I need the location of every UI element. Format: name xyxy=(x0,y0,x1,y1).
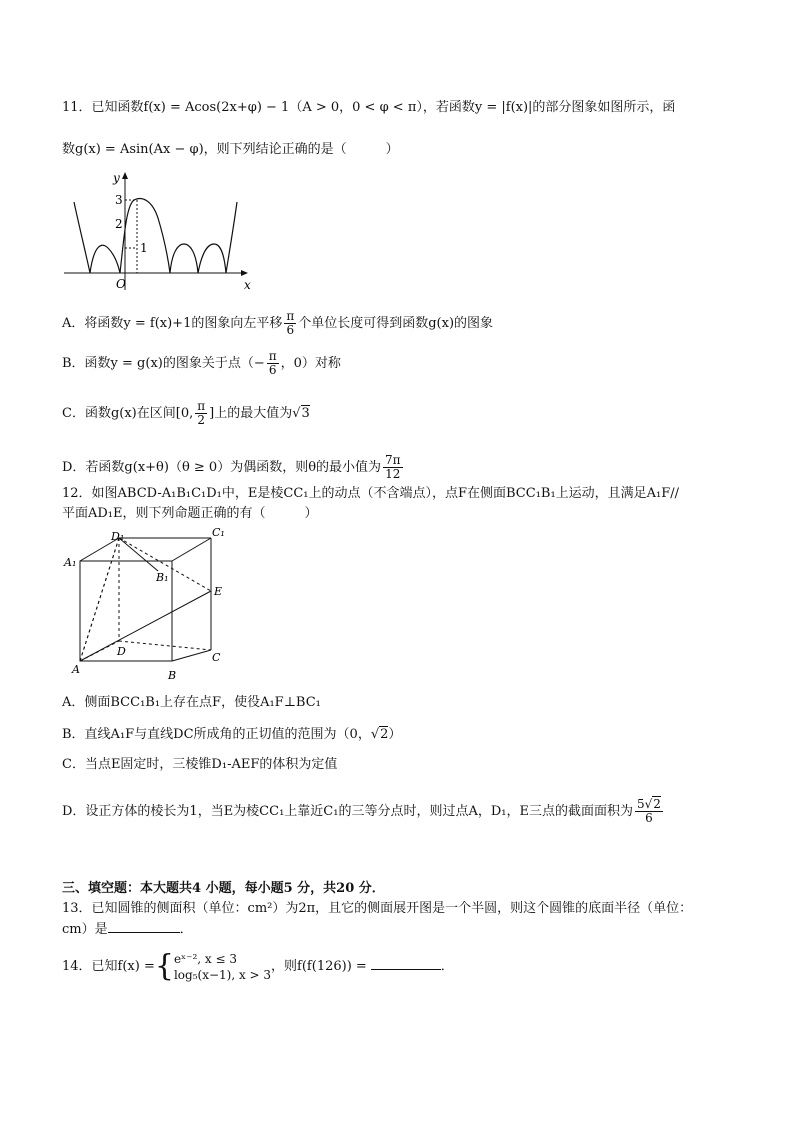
q14-cases xyxy=(174,951,271,983)
graph-curve xyxy=(74,199,237,273)
x-axis-label: x xyxy=(244,278,251,292)
q12-stem-line2: 平面AD₁E，则下列命题正确的有（ ） xyxy=(62,506,318,521)
q12-option-d-frac xyxy=(635,798,663,825)
label-b1: B₁ xyxy=(156,571,169,584)
q12-option-b: B．直线A₁F与直线DC所成角的正切值的范围为（0，√2） xyxy=(62,727,402,742)
line-ae xyxy=(80,591,211,661)
q11-option-a-frac xyxy=(284,310,296,337)
line-ab1 xyxy=(80,538,119,661)
frac-num: 5√2 xyxy=(636,797,661,811)
frac-den: 6 xyxy=(645,811,653,825)
frac-den: 2 xyxy=(197,413,205,427)
tick-1: 1 xyxy=(140,241,148,255)
frac-den: 12 xyxy=(385,467,401,481)
q12-option-b-sqrt: 2 xyxy=(380,727,389,742)
label-d: D xyxy=(117,645,126,658)
q11-option-b-frac xyxy=(267,350,279,377)
y-axis-arrow xyxy=(122,172,128,179)
q14-post: ． xyxy=(440,959,454,974)
q13-line2-pre: cm）是 xyxy=(62,922,108,937)
edge-dc xyxy=(119,641,211,650)
label-e: E xyxy=(214,585,223,598)
q11-graph xyxy=(62,168,257,293)
label-c: C xyxy=(212,651,221,664)
frac-num: π xyxy=(268,349,277,363)
q11-option-c-pre: C．函数g(x)在区间[0, xyxy=(62,406,194,421)
frac-num-sqrt: 2 xyxy=(653,797,661,811)
tick-2: 2 xyxy=(115,217,123,231)
label-b: B xyxy=(168,669,177,682)
q11-option-d-pre: D．若函数g(x+θ)（θ ≥ 0）为偶函数，则θ的最小值为 xyxy=(62,460,382,475)
q12-option-d xyxy=(62,798,665,825)
edge-bc xyxy=(172,650,211,661)
frac-num-coef: 5 xyxy=(636,797,645,811)
q14-case2: log₅(x−1), x > 3 xyxy=(173,967,272,982)
q13-answer-blank[interactable] xyxy=(108,920,180,933)
q11-option-d-frac xyxy=(383,454,403,481)
y-axis-label: y xyxy=(113,171,120,185)
q14-stem xyxy=(62,950,454,984)
q14-case1: eˣ⁻², x ≤ 3 xyxy=(173,951,237,966)
q12-option-d-pre: D．设正方体的棱长为1，当E为棱CC₁上靠近C₁的三等分点时，则过点A，D₁，E三点的截面面积为 xyxy=(62,804,633,819)
tick-3: 3 xyxy=(115,193,123,207)
origin-label: O xyxy=(116,277,126,291)
label-d1: D₁ xyxy=(111,530,125,543)
q13-stem-line1: 13．已知圆锥的侧面积（单位：cm²）为2π，且它的侧面展开图是一个半圆，则这个圆锥的底面半径（单位： xyxy=(62,901,693,916)
label-a: A xyxy=(72,663,80,676)
q11-stem-line1: 11．已知函数f(x) = Acos(2x+φ) − 1（A > 0，0 < φ < π），若函数y = |f(x)|的部分图象如图所示，函 xyxy=(62,100,676,115)
q14-mid: ，则f(f(126)) = xyxy=(271,959,367,974)
q12-option-b-post: ） xyxy=(388,727,402,742)
q14-brace: { xyxy=(154,948,174,984)
q11-option-c: C．函数g(x)在区间[0, $\frac{\pi}{2}$ ]上的最大值为√3 xyxy=(62,399,310,427)
q11-option-c-post: ]上的最大值为 xyxy=(209,406,293,421)
q14-answer-blank[interactable] xyxy=(371,957,441,970)
frac-num: π xyxy=(286,309,295,323)
frac-den: 6 xyxy=(286,323,295,337)
q11-stem-line2: 数g(x) = Asin(Ax − φ)，则下列结论正确的是（ ） xyxy=(62,142,399,157)
q11-option-b-pre: B．函数y = g(x)的图象关于点（− xyxy=(62,356,265,371)
q12-stem-line1: 12．如图ABCD-A₁B₁C₁D₁中，E是棱CC₁上的动点（不含端点），点F在侧面BCC₁B₁上运动，且满足A₁F// xyxy=(62,486,680,501)
q11-option-b-post: ，0）对称 xyxy=(280,356,341,371)
line-d1b1 xyxy=(119,538,158,571)
q13-line2-post: ． xyxy=(179,922,193,937)
q11-option-a-post: 个单位长度可得到函数g(x)的图象 xyxy=(298,316,494,331)
x-axis-arrow xyxy=(241,270,248,276)
label-c1: C₁ xyxy=(212,528,225,539)
q12-option-b-pre: B．直线A₁F与直线DC所成角的正切值的范围为（0， xyxy=(62,727,371,742)
q12-cube-figure xyxy=(62,528,237,686)
q11-option-a xyxy=(62,310,493,337)
label-a1: A₁ xyxy=(64,556,77,569)
q11-option-b xyxy=(62,350,341,377)
q11-option-c-sqrt: 3 xyxy=(301,406,310,421)
frac-num: π xyxy=(197,399,206,413)
q12-option-c: C．当点E固定时，三棱锥D₁-AEF的体积为定值 xyxy=(62,757,338,772)
q14-pre: 14．已知f(x) = xyxy=(62,959,155,974)
q12-option-a: A．侧面BCC₁B₁上存在点F，使役A₁F⊥BC₁ xyxy=(62,695,321,710)
frac-num: 7π xyxy=(385,453,401,467)
q13-stem-line2 xyxy=(62,920,193,939)
edge-b1c1 xyxy=(172,538,211,561)
q11-option-c-frac xyxy=(195,400,207,427)
q11-option-a-pre: A．将函数y = f(x)+1的图象向左平移 xyxy=(62,316,283,331)
q11-option-d xyxy=(62,454,405,481)
section3-heading: 三、填空题：本大题共4 小题，每小题5 分，共20 分． xyxy=(62,881,385,896)
frac-den: 6 xyxy=(268,363,277,377)
